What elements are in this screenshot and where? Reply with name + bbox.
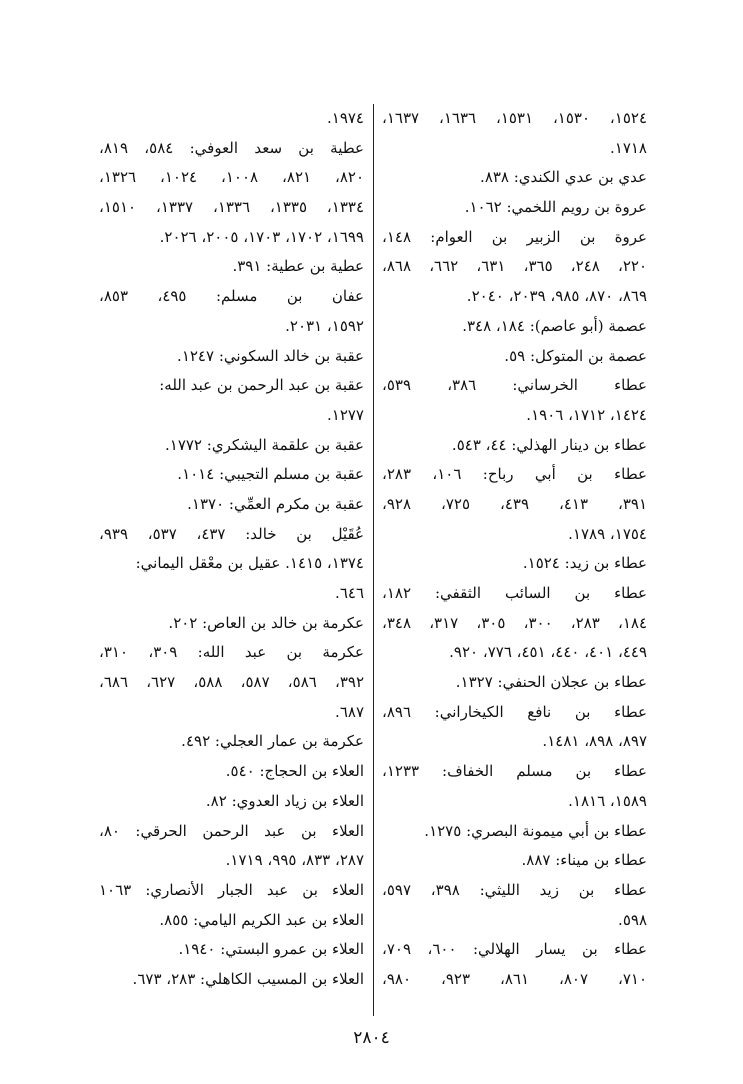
- index-line: ٨٩٧، ٨٩٨، ١٤٨١.: [542, 732, 647, 751]
- index-line: عطاء الخرساني: ٣٨٦، ٥٣٩،: [382, 376, 647, 395]
- index-line: ٣٩١، ٤١٣، ٤٣٩، ٧٢٥، ٩٢٨،: [382, 494, 647, 513]
- index-line: عطاء بن دينار الهذلي: ٤٤، ٥٤٣.: [451, 435, 647, 454]
- index-line: عطاء بن عجلان الحنفي: ١٣٢٧.: [455, 673, 647, 692]
- index-line: عطاء بن ميناء: ٨٨٧.: [521, 851, 647, 870]
- index-line: العلاء بن عبد الرحمن الحرقي: ٨٠،: [99, 821, 364, 840]
- index-line: ١٥٩٢، ٢٠٣١.: [285, 316, 364, 335]
- index-line: عقبة بن مسلم التجيبي: ١٠١٤.: [177, 465, 364, 484]
- index-line: عصمة (أبو عاصم): ١٨٤، ٣٤٨.: [462, 316, 647, 335]
- index-line: ١٣٧٤، ١٤١٥. عقيل بن معْقل اليماني:: [135, 554, 364, 573]
- index-line: عقبة بن خالد السكوني: ١٢٤٧.: [177, 346, 364, 365]
- index-line: العلاء بن عبد الجبار الأنصاري: ١٠٦٣: [99, 880, 364, 899]
- index-line: عقبة بن علقمة اليشكري: ١٧٧٢.: [164, 435, 364, 454]
- index-line: عدي بن عدي الكندي: ٨٣٨.: [480, 168, 647, 187]
- index-line: عطاء بن السائب الثقفي: ١٨٢،: [382, 584, 647, 602]
- index-line: ١٢٧٧.: [326, 405, 364, 424]
- index-line: ٨٦٩، ٨٧٠، ٩٨٥، ٢٠٣٩، ٢٠٤٠.: [466, 287, 647, 306]
- index-line: عروة بن الزبير بن العوام: ١٤٨،: [382, 227, 647, 246]
- index-line: العلاء بن الحجاج: ٥٤٠.: [225, 762, 364, 781]
- index-line: ١٥٨٩، ١٨١٦.: [568, 791, 647, 810]
- index-line: عكرمة بن عمار العجلي: ٤٩٢.: [181, 732, 364, 751]
- index-line: ٧١٠، ٨٠٧، ٨٦١، ٩٢٣، ٩٨٠،: [382, 969, 647, 988]
- index-line: العلاء بن زياد العدوي: ٨٢.: [205, 791, 364, 810]
- index-line: ٢٢٠، ٢٤٨، ٣٦٥، ٦٣١، ٦٦٢، ٨٦٨،: [382, 257, 647, 276]
- index-line: عطاء بن أبي رباح: ١٠٦، ٢٨٣،: [382, 465, 647, 484]
- index-line: ٦٤٦.: [335, 584, 364, 602]
- index-line: ١٧١٨.: [609, 138, 647, 157]
- index-line: ١٤٢٤، ١٧١٢، ١٩٠٦.: [526, 405, 647, 424]
- left-column: [99, 104, 364, 995]
- index-line: ٣٩٢، ٥٨٦، ٥٨٧، ٥٨٨، ٦٢٧، ٦٨٦،: [99, 673, 364, 692]
- index-line: ١٧٥٤، ١٧٨٩.: [568, 524, 647, 543]
- index-line: عطاء بن يسار الهلالي: ٦٠٠، ٧٠٩،: [382, 940, 647, 959]
- index-line: ١٩٧٤.: [326, 109, 364, 127]
- index-line: عقبة بن مكرم العمِّي: ١٣٧٠.: [187, 494, 364, 513]
- index-line: عطية بن سعد العوفي: ٥٨٤، ٨١٩،: [99, 138, 364, 157]
- index-line: عطاء بن زيد الليثي: ٣٩٨، ٥٩٧،: [382, 880, 647, 899]
- index-line: ١٨٤، ٢٨٣، ٣٠٠، ٣٠٥، ٣١٧، ٣٤٨،: [382, 613, 647, 632]
- column-divider: [373, 104, 374, 1016]
- index-line: العلاء بن المسيب الكاهلي: ٢٨٣، ٦٧٣.: [132, 969, 364, 988]
- index-line: عطاء بن زيد: ١٥٢٤.: [522, 554, 647, 573]
- index-line: ٥٩٨.: [618, 910, 647, 929]
- index-line: عكرمة بن خالد بن العاص: ٢٠٢.: [168, 613, 364, 632]
- index-line: العلاء بن عمرو البستي: ١٩٤٠.: [178, 940, 364, 959]
- index-line: ٨٢٠، ٨٢١، ١٠٠٨، ١٠٢٤، ١٣٢٦،: [99, 168, 364, 187]
- index-line: ١٦٩٩، ١٧٠٢، ١٧٠٣، ٢٠٠٥، ٢٠٢٦.: [159, 227, 364, 246]
- index-line: ١٣٣٤، ١٣٣٥، ١٣٣٦، ١٣٣٧، ١٥١٠،: [99, 198, 364, 217]
- index-line: عطاء بن مسلم الخفاف: ١٢٣٣،: [382, 762, 647, 781]
- index-line: العلاء بن عبد الكريم اليامي: ٨٥٥.: [159, 910, 364, 929]
- index-line: عكرمة بن عبد الله: ٣٠٩، ٣١٠،: [99, 643, 364, 662]
- index-line: ٦٨٧.: [335, 702, 364, 721]
- index-line: عطاء بن نافع الكيخاراني: ٨٩٦،: [382, 702, 647, 721]
- index-line: ٢٨٧، ٨٣٣، ٩٩٥، ١٧١٩.: [225, 851, 364, 870]
- index-line: ٤٤٩، ٤٠١، ٤٤٠، ٤٥١، ٧٧٦، ٩٢٠.: [449, 643, 647, 662]
- right-column: [382, 104, 647, 995]
- index-line: عروة بن رويم اللخمي: ١٠٦٢.: [464, 198, 647, 217]
- index-line: عفان بن مسلم: ٤٩٥، ٨٥٣،: [99, 287, 364, 306]
- index-line: عصمة بن المتوكل: ٥٩.: [504, 346, 647, 365]
- index-line: ١٥٢٤، ١٥٣٠، ١٥٣١، ١٦٣٦، ١٦٣٧،: [382, 109, 647, 127]
- index-line: عطية بن عطية: ٣٩١.: [232, 257, 364, 276]
- index-line: عُقَيْل بن خالد: ٤٣٧، ٥٣٧، ٩٣٩،: [99, 524, 364, 543]
- index-line: عطاء بن أبي ميمونة البصري: ١٢٧٥.: [424, 821, 647, 840]
- page-number: ٢٨٠٤: [353, 1028, 390, 1048]
- index-line: عقبة بن عبد الرحمن بن عبد الله:: [159, 376, 364, 395]
